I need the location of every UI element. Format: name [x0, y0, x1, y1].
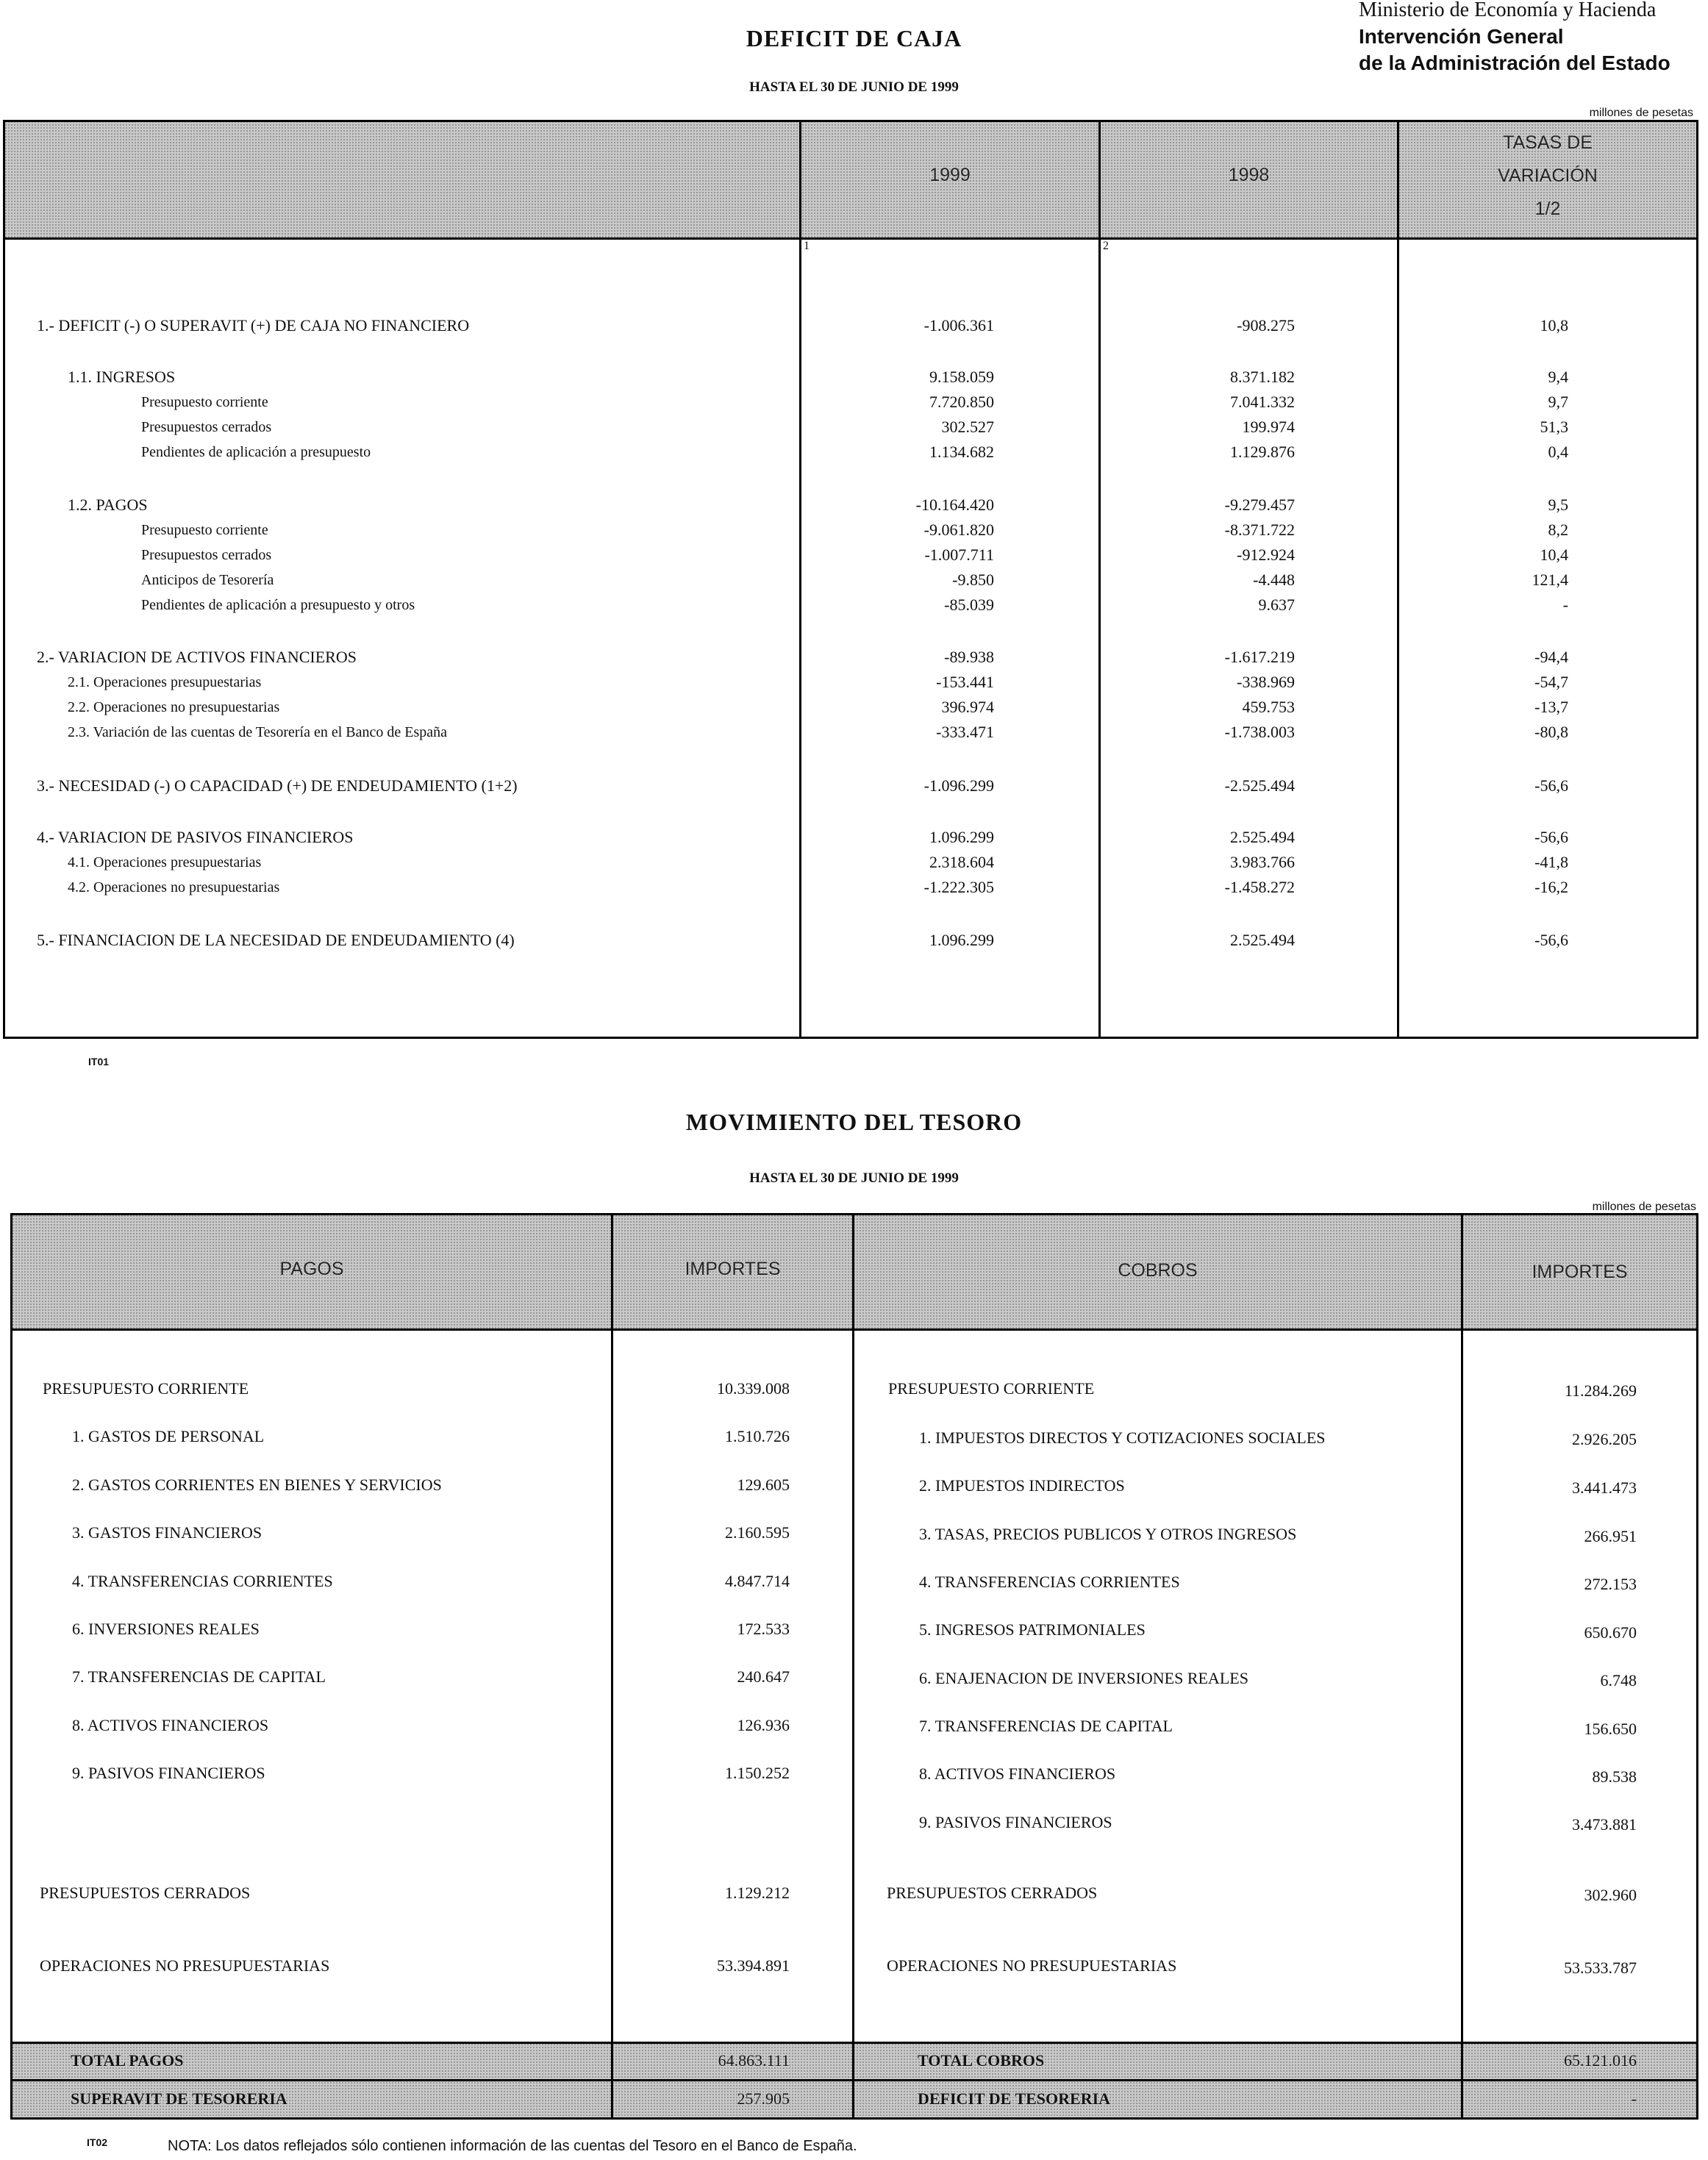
- deficit-row-label: Presupuesto corriente: [141, 394, 268, 410]
- deficit-value-1998: -912.924: [1237, 546, 1295, 564]
- deficit-row: [0, 568, 1708, 593]
- deficit-row: [0, 928, 1708, 953]
- deficit-col-1998: 1998: [1228, 165, 1270, 185]
- total-cobros-value: 65.121.016: [1564, 2051, 1637, 2070]
- deficit-row: [0, 313, 1708, 338]
- deficit-value-1999: 396.974: [941, 698, 994, 716]
- pagos-value: 126.936: [737, 1716, 790, 1734]
- deficit-rate: -16,2: [1534, 878, 1568, 896]
- deficit-subtitle: HASTA EL 30 DE JUNIO DE 1999: [749, 79, 959, 95]
- deficit-rate: -13,7: [1534, 698, 1568, 716]
- deficit-rate: -56,6: [1534, 931, 1568, 949]
- deficit-value-1998: 459.753: [1242, 698, 1295, 716]
- deficit-rate: -94,4: [1534, 648, 1568, 666]
- deficit-row: [0, 390, 1708, 415]
- deficit-tesoreria-value: -: [1631, 2089, 1637, 2108]
- cobros-label: 2. IMPUESTOS INDIRECTOS: [919, 1476, 1125, 1495]
- deficit-row: [0, 875, 1708, 900]
- deficit-row-label: Presupuesto corriente: [141, 522, 268, 538]
- deficit-title: DEFICIT DE CAJA: [746, 25, 962, 51]
- cobros-label: 5. INGRESOS PATRIMONIALES: [919, 1620, 1146, 1639]
- deficit-value-1998: -1.617.219: [1224, 648, 1295, 666]
- cobros-label: 7. TRANSFERENCIAS DE CAPITAL: [919, 1717, 1173, 1735]
- deficit-value-1998: 8.371.182: [1230, 368, 1295, 386]
- pagos-value: 129.605: [737, 1476, 790, 1494]
- deficit-value-1998: 7.041.332: [1230, 393, 1295, 411]
- pagos-value: 2.160.595: [725, 1523, 790, 1542]
- deficit-row: [0, 645, 1708, 670]
- cobros-label: OPERACIONES NO PRESUPUESTARIAS: [887, 1956, 1177, 1975]
- pagos-label: 7. TRANSFERENCIAS DE CAPITAL: [72, 1667, 326, 1686]
- deficit-rate: 10,4: [1540, 546, 1568, 564]
- deficit-value-1999: 9.158.059: [929, 368, 994, 386]
- deficit-row: [0, 543, 1708, 568]
- deficit-value-1999: -10.164.420: [915, 496, 994, 514]
- deficit-value-1999: 2.318.604: [929, 853, 994, 871]
- deficit-col-1999: 1999: [929, 165, 971, 185]
- deficit-row-label: 3.- NECESIDAD (-) O CAPACIDAD (+) DE ENDEUDAMIENTO (1+2): [37, 776, 518, 795]
- pagos-value: 172.533: [737, 1620, 790, 1638]
- deficit-row-label: Presupuestos cerrados: [141, 419, 272, 435]
- deficit-row-label: 1.1. INGRESOS: [68, 368, 176, 386]
- deficit-value-1998: -338.969: [1237, 673, 1295, 691]
- deficit-value-1998: -908.275: [1237, 316, 1295, 335]
- tesoro-title: MOVIMIENTO DEL TESORO: [685, 1109, 1023, 1135]
- tesoro-col-cobros: COBROS: [1118, 1260, 1198, 1281]
- deficit-value-1998: -8.371.722: [1224, 521, 1295, 539]
- tesoro-units: millones de pesetas: [1592, 1201, 1696, 1213]
- deficit-row-label: Pendientes de aplicación a presupuesto: [141, 444, 371, 460]
- deficit-col-num-1: 1: [804, 240, 810, 252]
- cobros-label: 8. ACTIVOS FINANCIEROS: [919, 1764, 1116, 1783]
- deficit-row-label: 4.2. Operaciones no presupuestarias: [68, 879, 280, 895]
- deficit-value-1998: 3.983.766: [1230, 853, 1295, 871]
- tesoro-subtitle: HASTA EL 30 DE JUNIO DE 1999: [749, 1170, 959, 1186]
- cobros-value: 650.670: [1584, 1623, 1637, 1642]
- deficit-rate: 10,8: [1540, 316, 1568, 335]
- deficit-row-label: 2.2. Operaciones no presupuestarias: [68, 699, 280, 715]
- deficit-row-label: 4.- VARIACION DE PASIVOS FINANCIEROS: [37, 828, 354, 846]
- cobros-label: 4. TRANSFERENCIAS CORRIENTES: [919, 1573, 1180, 1591]
- deficit-value-1999: 1.096.299: [929, 931, 994, 949]
- pagos-label: 9. PASIVOS FINANCIEROS: [72, 1764, 265, 1782]
- cobros-value: 2.926.205: [1572, 1430, 1637, 1448]
- pagos-value: 10.339.008: [717, 1379, 790, 1398]
- pagos-label: 4. TRANSFERENCIAS CORRIENTES: [72, 1572, 333, 1590]
- deficit-row: [0, 825, 1708, 850]
- deficit-value-1998: 1.129.876: [1230, 443, 1295, 461]
- pagos-value: 1.150.252: [725, 1764, 790, 1782]
- deficit-row-label: 2.- VARIACION DE ACTIVOS FINANCIEROS: [37, 648, 357, 666]
- tesoro-col-importes-pagos: IMPORTES: [685, 1259, 781, 1279]
- office-line-1: Intervención General: [1359, 25, 1564, 48]
- pagos-label: OPERACIONES NO PRESUPUESTARIAS: [40, 1956, 330, 1975]
- pagos-label: 3. GASTOS FINANCIEROS: [72, 1523, 262, 1542]
- deficit-code: IT01: [88, 1056, 110, 1068]
- cobros-label: 6. ENAJENACION DE INVERSIONES REALES: [919, 1669, 1248, 1687]
- cobros-label: 1. IMPUESTOS DIRECTOS Y COTIZACIONES SOCIALES: [919, 1428, 1326, 1447]
- cobros-label: 9. PASIVOS FINANCIEROS: [919, 1813, 1112, 1831]
- deficit-value-1999: -333.471: [936, 723, 994, 741]
- deficit-value-1998: 199.974: [1242, 418, 1295, 436]
- deficit-rate: 9,5: [1548, 496, 1568, 514]
- pagos-value: 4.847.714: [725, 1572, 790, 1590]
- deficit-rate: -56,6: [1534, 776, 1568, 795]
- cobros-value: 89.538: [1592, 1767, 1637, 1786]
- deficit-row: [0, 493, 1708, 518]
- total-cobros-label: TOTAL COBROS: [918, 2051, 1045, 2070]
- deficit-row-label: 1.- DEFICIT (-) O SUPERAVIT (+) DE CAJA NO FINANCIERO: [37, 316, 470, 335]
- cobros-value: 11.284.269: [1564, 1381, 1637, 1400]
- pagos-label: 1. GASTOS DE PERSONAL: [72, 1427, 265, 1445]
- deficit-row: [0, 773, 1708, 798]
- superavit-value: 257.905: [737, 2089, 790, 2108]
- pagos-value: 1.510.726: [725, 1427, 790, 1445]
- pagos-label: 2. GASTOS CORRIENTES EN BIENES Y SERVICIOS: [72, 1476, 442, 1494]
- deficit-value-1998: -4.448: [1253, 571, 1295, 589]
- deficit-row: [0, 593, 1708, 618]
- deficit-row-label: 2.3. Variación de las cuentas de Tesorería en el Banco de España: [68, 724, 447, 740]
- deficit-value-1999: 1.096.299: [929, 828, 994, 846]
- deficit-rate: -: [1562, 596, 1568, 614]
- tesoro-note: NOTA: Los datos reflejados sólo contienen información de las cuentas del Tesoro en el Banco de España.: [168, 2138, 857, 2154]
- deficit-rate: -54,7: [1534, 673, 1568, 691]
- cobros-value: 3.473.881: [1572, 1815, 1637, 1834]
- deficit-row: [0, 365, 1708, 390]
- deficit-value-1999: -153.441: [936, 673, 994, 691]
- cobros-value: 3.441.473: [1572, 1478, 1637, 1497]
- deficit-rate: 8,2: [1548, 521, 1568, 539]
- deficit-rate: -41,8: [1534, 853, 1568, 871]
- deficit-row-label: 4.1. Operaciones presupuestarias: [68, 854, 262, 870]
- deficit-value-1998: -9.279.457: [1224, 496, 1295, 514]
- deficit-value-1999: -1.096.299: [923, 776, 994, 795]
- tesoro-col-pagos: PAGOS: [279, 1259, 344, 1279]
- deficit-row-label: Pendientes de aplicación a presupuesto y otros: [141, 597, 415, 613]
- deficit-row-label: 1.2. PAGOS: [68, 496, 148, 514]
- tesoro-code: IT02: [87, 2136, 108, 2148]
- deficit-row: [0, 695, 1708, 720]
- cobros-value: 302.960: [1584, 1886, 1637, 1904]
- cobros-value: 272.153: [1584, 1575, 1637, 1593]
- deficit-row: [0, 440, 1708, 465]
- deficit-rate: 121,4: [1532, 571, 1568, 589]
- deficit-row: [0, 415, 1708, 440]
- tesoro-col-importes-cobros: IMPORTES: [1532, 1262, 1628, 1282]
- deficit-row-label: 5.- FINANCIACION DE LA NECESIDAD DE ENDEUDAMIENTO (4): [37, 931, 515, 949]
- office-line-2: de la Administración del Estado: [1359, 51, 1671, 74]
- deficit-tesoreria-label: DEFICIT DE TESORERIA: [918, 2089, 1111, 2108]
- total-pagos-label: TOTAL PAGOS: [71, 2051, 184, 2070]
- deficit-value-1998: -1.458.272: [1224, 878, 1295, 896]
- deficit-row: [0, 518, 1708, 543]
- deficit-value-1999: 302.527: [941, 418, 994, 436]
- cobros-label: 3. TASAS, PRECIOS PUBLICOS Y OTROS INGRESOS: [919, 1525, 1297, 1543]
- pagos-value: 240.647: [737, 1667, 790, 1686]
- cobros-label: PRESUPUESTO CORRIENTE: [888, 1379, 1095, 1398]
- deficit-rate: 9,7: [1548, 393, 1568, 411]
- deficit-value-1999: -9.061.820: [923, 521, 994, 539]
- deficit-row: [0, 670, 1708, 695]
- deficit-col-num-2: 2: [1103, 240, 1109, 252]
- cobros-label: PRESUPUESTOS CERRADOS: [887, 1884, 1098, 1902]
- deficit-value-1998: -2.525.494: [1224, 776, 1295, 795]
- deficit-value-1998: 2.525.494: [1230, 931, 1295, 949]
- deficit-units: millones de pesetas: [1589, 107, 1693, 119]
- deficit-value-1998: 2.525.494: [1230, 828, 1295, 846]
- pagos-label: 8. ACTIVOS FINANCIEROS: [72, 1716, 269, 1734]
- total-pagos-value: 64.863.111: [718, 2051, 790, 2070]
- deficit-rate: 9,4: [1548, 368, 1568, 386]
- deficit-value-1999: -1.222.305: [923, 878, 994, 896]
- deficit-row-label: Presupuestos cerrados: [141, 547, 272, 563]
- pagos-value: 53.394.891: [717, 1956, 790, 1975]
- superavit-label: SUPERAVIT DE TESORERIA: [71, 2089, 287, 2108]
- pagos-value: 1.129.212: [725, 1884, 790, 1902]
- cobros-value: 6.748: [1600, 1671, 1637, 1689]
- deficit-value-1999: -1.006.361: [923, 316, 994, 335]
- deficit-value-1998: -1.738.003: [1224, 723, 1295, 741]
- deficit-value-1998: 9.637: [1258, 596, 1295, 614]
- deficit-col-tasas-2: VARIACIÓN: [1498, 165, 1598, 186]
- cobros-value: 53.533.787: [1564, 1959, 1637, 1977]
- deficit-row-label: 2.1. Operaciones presupuestarias: [68, 674, 262, 690]
- deficit-rate: 0,4: [1548, 443, 1568, 461]
- pagos-label: 6. INVERSIONES REALES: [72, 1620, 260, 1638]
- deficit-value-1999: -89.938: [944, 648, 994, 666]
- deficit-value-1999: 7.720.850: [929, 393, 994, 411]
- deficit-value-1999: 1.134.682: [929, 443, 994, 461]
- pagos-label: PRESUPUESTOS CERRADOS: [40, 1884, 251, 1902]
- deficit-row: [0, 850, 1708, 875]
- ministry-name: Ministerio de Economía y Hacienda: [1359, 0, 1657, 21]
- deficit-rate: -56,6: [1534, 828, 1568, 846]
- cobros-value: 156.650: [1584, 1720, 1637, 1738]
- deficit-value-1999: -85.039: [944, 596, 994, 614]
- deficit-col-tasas-3: 1/2: [1534, 199, 1561, 219]
- deficit-value-1999: -9.850: [952, 571, 994, 589]
- deficit-col-tasas-1: TASAS DE: [1503, 132, 1593, 153]
- cobros-value: 266.951: [1584, 1527, 1637, 1545]
- deficit-value-1999: -1.007.711: [924, 546, 994, 564]
- pagos-label: PRESUPUESTO CORRIENTE: [43, 1379, 249, 1398]
- deficit-rate: -80,8: [1534, 723, 1568, 741]
- deficit-row: [0, 720, 1708, 745]
- deficit-row-label: Anticipos de Tesorería: [141, 572, 274, 588]
- deficit-rate: 51,3: [1540, 418, 1568, 436]
